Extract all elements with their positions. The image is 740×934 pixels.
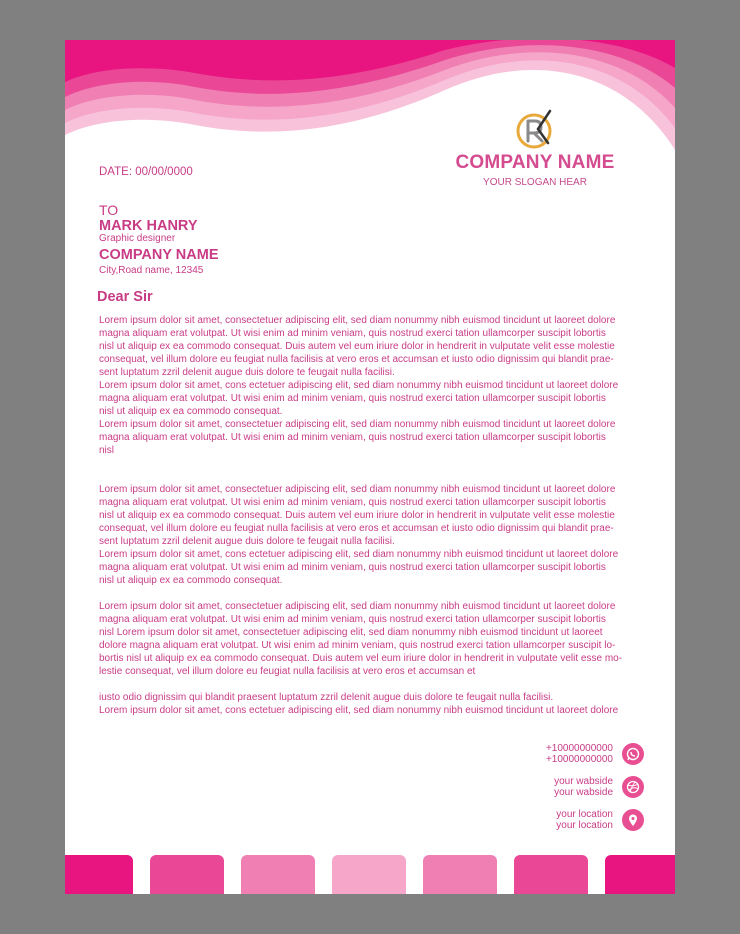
body-line: sent luptatum zzril delenit augue duis dolore te feugait nulla facilisi. xyxy=(99,536,395,547)
body-blank-line xyxy=(99,678,645,691)
footer-block xyxy=(332,855,406,894)
footer-block xyxy=(65,855,133,894)
body-line: nisl ut aliquip ex ea commodo consequat. xyxy=(99,575,283,586)
website-text: your wabside xyxy=(554,776,613,787)
letterhead-sheet xyxy=(65,40,675,894)
body-line: Lorem ipsum dolor sit amet, consectetuer adipiscing elit, sed diam nonummy nibh euismod tincidunt ut laoreet dolore xyxy=(99,601,616,612)
body-line: iusto odio dignissim qui blandit praesent luptatum zzril delenit augue duis dolore te feugait nulla facilisi. xyxy=(99,692,554,703)
body-line: magna aliquam erat volutpat. Ut wisi enim ad minim veniam, quis nostrud exerci tation ullamcorper suscipit lobortis xyxy=(99,614,606,625)
dribbble-icon xyxy=(622,776,644,798)
body-line: Lorem ipsum dolor sit amet, cons ectetuer adipiscing elit, sed diam nonummy nibh euismod tincidunt ut laoreet dolore xyxy=(99,549,619,560)
body-line: nisl xyxy=(99,445,115,456)
location-text: your location xyxy=(556,820,613,831)
location-text: your location xyxy=(556,809,613,820)
recipient-name: MARK HANRY xyxy=(99,218,198,234)
letter-body xyxy=(99,314,645,717)
whatsapp-icon xyxy=(622,743,644,765)
recipient-title: Graphic designer xyxy=(99,233,176,244)
body-line: dolore magna aliquam erat volutpat. Ut wisi enim ad minim veniam, quis nostrud exerci tation ullamcorper suscipit lo- xyxy=(99,640,616,651)
body-line: nisl Lorem ipsum dolor sit amet, consectetuer adipiscing elit, sed diam nonummy nibh euismod tincidunt ut laoreet xyxy=(99,627,603,638)
body-line: nisl ut aliquip ex ea commodo consequat. Duis autem vel eum iriure dolor in hendrerit in vulputate velit esse molestie xyxy=(99,510,615,521)
salutation: Dear Sir xyxy=(97,289,153,305)
body-blank-line xyxy=(99,587,645,600)
body-line: consequat, vel illum dolore eu feugiat nulla facilisis at vero eros et accumsan et iusto odio dignissim qui blandit prae- xyxy=(99,523,614,534)
body-line: magna aliquam erat volutpat. Ut wisi enim ad minim veniam, quis nostrud exerci tation ullamcorper suscipit lobortis xyxy=(99,497,606,508)
recipient-address: City,Road name, 12345 xyxy=(99,265,204,276)
body-blank-line xyxy=(99,457,645,470)
contact-block xyxy=(546,743,644,842)
contact-location xyxy=(546,809,644,831)
body-line: Lorem ipsum dolor sit amet, consectetuer adipiscing elit, sed diam nonummy nibh euismod tincidunt ut laoreet dolore xyxy=(99,419,616,430)
recipient-company: COMPANY NAME xyxy=(99,247,219,263)
footer-block xyxy=(150,855,224,894)
body-line: magna aliquam erat volutpat. Ut wisi enim ad minim veniam, quis nostrud exerci tation ullamcorper suscipit lobortis xyxy=(99,328,606,339)
header-wave-decoration xyxy=(65,40,675,150)
contact-phone xyxy=(546,743,644,765)
footer-block xyxy=(423,855,497,894)
body-line: Lorem ipsum dolor sit amet, consectetuer adipiscing elit, sed diam nonummy nibh euismod tincidunt ut laoreet dolore xyxy=(99,484,616,495)
body-line: nisl ut aliquip ex ea commodo consequat. xyxy=(99,406,283,417)
footer-block xyxy=(605,855,675,894)
footer-decoration xyxy=(65,855,675,894)
location-pin-icon xyxy=(622,809,644,831)
footer-block xyxy=(241,855,315,894)
body-line: nisl ut aliquip ex ea commodo consequat. Duis autem vel eum iriure dolor in hendrerit in vulputate velit esse molestie xyxy=(99,341,615,352)
recipient-to-label: TO xyxy=(99,202,119,218)
contact-website xyxy=(546,776,644,798)
body-line: bortis nisl ut aliquip ex ea commodo consequat. Duis autem vel eum iriure dolor in hendrerit in vulputate velit esse mo- xyxy=(99,653,623,664)
body-line: consequat, vel illum dolore eu feugiat nulla facilisis at vero eros et accumsan et iusto odio dignissim qui blandit prae- xyxy=(99,354,614,365)
body-line: Lorem ipsum dolor sit amet, cons ectetuer adipiscing elit, sed diam nonummy nibh euismod tincidunt ut laoreet dolore xyxy=(99,380,619,391)
letter-date: DATE: 00/00/0000 xyxy=(99,166,193,178)
phone-number: +10000000000 xyxy=(545,754,613,765)
body-line: Lorem ipsum dolor sit amet, consectetuer adipiscing elit, sed diam nonummy nibh euismod tincidunt ut laoreet dolore xyxy=(99,315,616,326)
body-line: magna aliquam erat volutpat. Ut wisi enim ad minim veniam, quis nostrud exerci tation ullamcorper suscipit lobortis xyxy=(99,393,606,404)
body-line: sent luptatum zzril delenit augue duis dolore te feugait nulla facilisi. xyxy=(99,367,395,378)
body-line: Lorem ipsum dolor sit amet, cons ectetuer adipiscing elit, sed diam nonummy nibh euismod tincidunt ut laoreet dolore xyxy=(99,705,619,716)
rk-monogram-logo xyxy=(512,107,558,153)
footer-block xyxy=(514,855,588,894)
phone-number: +10000000000 xyxy=(545,743,613,754)
website-text: your wabside xyxy=(554,787,613,798)
company-name: COMPANY NAME xyxy=(455,152,615,173)
body-line: lestie consequat, vel illum dolore eu feugiat nulla facilisis at vero eros et accumsan et xyxy=(99,666,476,677)
body-line: magna aliquam erat volutpat. Ut wisi enim ad minim veniam, quis nostrud exerci tation ullamcorper suscipit lobortis xyxy=(99,562,606,573)
company-slogan: YOUR SLOGAN HEAR xyxy=(483,177,587,188)
body-line: magna aliquam erat volutpat. Ut wisi enim ad minim veniam, quis nostrud exerci tation ullamcorper suscipit lobortis xyxy=(99,432,606,443)
